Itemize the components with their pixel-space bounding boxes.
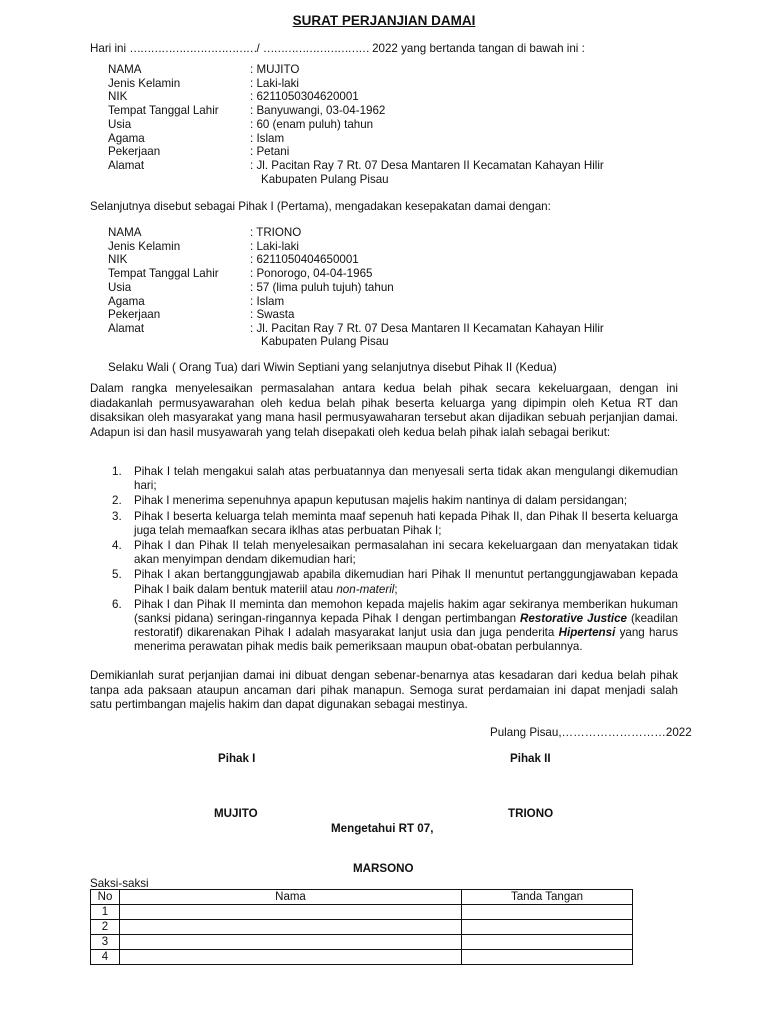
field-label: NAMA bbox=[108, 226, 142, 239]
list-item bbox=[108, 510, 678, 538]
list-item-text: Pihak I menerima sepenuhnya apapun keputusan majelis hakim nantinya di dalam persidangan; bbox=[134, 494, 628, 508]
witness-signature-cell bbox=[462, 950, 633, 965]
table-row bbox=[91, 905, 633, 920]
field-label: Alamat bbox=[108, 158, 145, 172]
intro-date-blank-1: ……………………………… bbox=[129, 42, 257, 55]
pihak1-alamat-continuation: Kabupaten Pulang Pisau bbox=[261, 173, 389, 186]
list-item-number: 6. bbox=[112, 597, 122, 611]
pihak2-closing: Selaku Wali ( Orang Tua) dari Wiwin Septiani yang selanjutnya disebut Pihak II (Kedua) bbox=[108, 361, 557, 374]
field-label: Pekerjaan bbox=[108, 308, 161, 322]
agreement-list bbox=[108, 465, 678, 656]
field-label: Tempat Tanggal Lahir bbox=[108, 267, 219, 281]
row-number: 1 bbox=[91, 905, 120, 920]
list-item-text: Pihak I beserta keluarga telah meminta maaf sepenuh hati kepada Pihak II, dan Pihak II beserta keluarga juga telah memaafkan secara iklhas atas perbuatan Pihak I; bbox=[134, 509, 678, 537]
row-number: 2 bbox=[91, 920, 120, 935]
list-item-text: (keadilan restoratif) dikarenakan Pihak I adalah masyarakat lanjut usia dan juga penderita bbox=[134, 612, 678, 640]
list-item-number: 1. bbox=[112, 465, 122, 478]
list-item-text: ; bbox=[394, 582, 398, 596]
list-item-text: Pihak I akan bertanggungjawab apabila dikemudian hari Pihak II menuntut pertanggungjawaban kepada Pihak I baik dalam bentuk materiil atau bbox=[134, 568, 678, 596]
field-label: Jenis Kelamin bbox=[108, 239, 181, 253]
intro-line bbox=[90, 42, 585, 56]
witness-signature-cell bbox=[462, 935, 633, 950]
list-item-text: yang harus menerima perawatan pihak medis baik pemeriksaan maupun obat-obatan perbulannya. bbox=[134, 626, 678, 654]
list-item bbox=[108, 465, 678, 493]
witnesses-header-row bbox=[91, 890, 633, 905]
list-item-text: Pihak I dan Pihak II meminta dan memohon kepada majelis hakim agar sekiranya memberikan hukuman (sanksi pidana) seringan-ringannya kepada Pihak I dengan pertimbangan bbox=[134, 597, 678, 626]
list-item bbox=[108, 494, 678, 508]
pihak1-closing: Selanjutnya disebut sebagai Pihak I (Pertama), mengadakan kesepakatan damai dengan: bbox=[90, 200, 551, 213]
header-tanda-tangan: Tanda Tangan bbox=[462, 890, 633, 905]
field-label: Usia bbox=[108, 280, 132, 294]
row-number: 3 bbox=[91, 935, 120, 950]
list-item bbox=[108, 539, 678, 567]
intro-separator: / bbox=[256, 42, 260, 55]
field-label: NIK bbox=[108, 90, 128, 104]
field-value: : Petani bbox=[250, 145, 290, 159]
place-date: Pulang Pisau,………………………2022 bbox=[490, 726, 692, 739]
field-label: Alamat bbox=[108, 321, 145, 335]
field-value: : 57 (lima puluh tujuh) tahun bbox=[250, 280, 394, 294]
field-value: : Laki-laki bbox=[250, 239, 299, 253]
field-label: Agama bbox=[108, 131, 145, 145]
field-value: : Ponorogo, 04-04-1965 bbox=[250, 267, 373, 281]
field-value: : MUJITO bbox=[250, 63, 300, 76]
field-label: Pekerjaan bbox=[108, 145, 161, 159]
list-item-text: non-materil bbox=[336, 582, 395, 596]
field-value: : Jl. Pacitan Ray 7 Rt. 07 Desa Mantaren II Kecamatan Kahayan Hilir bbox=[250, 321, 604, 335]
list-item-text: Pihak I telah mengakui salah atas perbuatannya dan menyesali serta tidak akan mengulangi dikemudian hari; bbox=[134, 465, 678, 493]
table-row bbox=[91, 935, 633, 950]
witnesses-title: Saksi-saksi bbox=[90, 877, 149, 890]
pihak1-signature-label: Pihak I bbox=[218, 752, 256, 765]
field-value: : 6211050304620001 bbox=[250, 90, 359, 104]
intro-hari-ini: Hari ini bbox=[90, 42, 127, 55]
rt-signature-name: MARSONO bbox=[353, 862, 414, 875]
field-value: : TRIONO bbox=[250, 226, 302, 239]
table-row bbox=[91, 920, 633, 935]
body-paragraph: Dalam rangka menyelesaikan permasalahan antara kedua belah pihak secara kekeluargaan, dengan ini diadakanlah permusyawarahan oleh kedua belah pihak beserta keluarga yang dipimpin oleh Ketua RT dan disaksikan oleh masyarakat yang mana hasil permusyawaharan tersebut akan dijadikan sebuah perjanjian damai. Adapun isi dan hasil musyawarah yang telah disepakati oleh kedua belah pihak ialah sebagai berikut: bbox=[90, 382, 678, 439]
pihak2-signature-label: Pihak II bbox=[510, 752, 551, 765]
field-value: : Swasta bbox=[250, 308, 295, 322]
field-value: : Islam bbox=[250, 294, 285, 308]
field-label: NIK bbox=[108, 253, 128, 267]
table-row bbox=[91, 950, 633, 965]
closing-paragraph: Demikianlah surat perjanjian damai ini dibuat dengan sebenar-benarnya atas kesadaran dari kedua belah pihak tanpa ada paksaan ataupun ancaman dari pihak manapun. Semoga surat perdamaian ini dapat menjadi salah satu pertimbangan majelis hakim dan dapat digunakan sebagai mestinya. bbox=[90, 669, 678, 712]
witness-signature-cell bbox=[462, 905, 633, 920]
witness-name-cell bbox=[120, 950, 462, 965]
field-label: NAMA bbox=[108, 63, 142, 76]
field-label: Tempat Tanggal Lahir bbox=[108, 104, 219, 118]
header-nama: Nama bbox=[120, 890, 462, 905]
witness-signature-cell bbox=[462, 920, 633, 935]
list-item-number: 3. bbox=[112, 509, 122, 523]
document-title: SURAT PERJANJIAN DAMAI bbox=[292, 13, 476, 28]
list-item-number: 4. bbox=[112, 539, 122, 553]
field-value: : Jl. Pacitan Ray 7 Rt. 07 Desa Mantaren II Kecamatan Kahayan Hilir bbox=[250, 158, 604, 172]
witness-name-cell bbox=[120, 935, 462, 950]
field-value: : Banyuwangi, 03-04-1962 bbox=[250, 104, 386, 118]
pihak2-signature-name: TRIONO bbox=[508, 807, 554, 820]
field-value: : 6211050404650001 bbox=[250, 253, 359, 267]
mengetahui-label: Mengetahui RT 07, bbox=[331, 822, 434, 835]
witness-name-cell bbox=[120, 920, 462, 935]
field-label: Usia bbox=[108, 117, 132, 131]
witness-name-cell bbox=[120, 905, 462, 920]
field-value: : Laki-laki bbox=[250, 76, 299, 90]
witnesses-table bbox=[90, 889, 633, 965]
pihak2-alamat-continuation: Kabupaten Pulang Pisau bbox=[261, 335, 389, 348]
list-item bbox=[108, 598, 678, 655]
pihak1-signature-name: MUJITO bbox=[214, 807, 258, 820]
field-value: : 60 (enam puluh) tahun bbox=[250, 117, 374, 131]
row-number: 4 bbox=[91, 950, 120, 965]
list-item-text: Hipertensi bbox=[558, 626, 616, 640]
list-item bbox=[108, 568, 678, 596]
intro-date-blank-2: ………………………… bbox=[262, 42, 369, 55]
list-item-number: 5. bbox=[112, 568, 122, 582]
field-label: Jenis Kelamin bbox=[108, 76, 181, 90]
header-no: No bbox=[91, 890, 120, 905]
list-item-number: 2. bbox=[112, 494, 122, 508]
list-item-text: Restorative Justice bbox=[519, 612, 628, 626]
field-value: : Islam bbox=[250, 131, 285, 145]
field-label: Agama bbox=[108, 294, 145, 308]
list-item-text: Pihak I dan Pihak II telah menyelesaikan permasalahan ini secara kekeluargaan dan menyatakan tidak akan menyimpan dendam dikemudian hari; bbox=[134, 539, 678, 567]
intro-suffix: 2022 yang bertanda tangan di bawah ini : bbox=[372, 42, 585, 55]
